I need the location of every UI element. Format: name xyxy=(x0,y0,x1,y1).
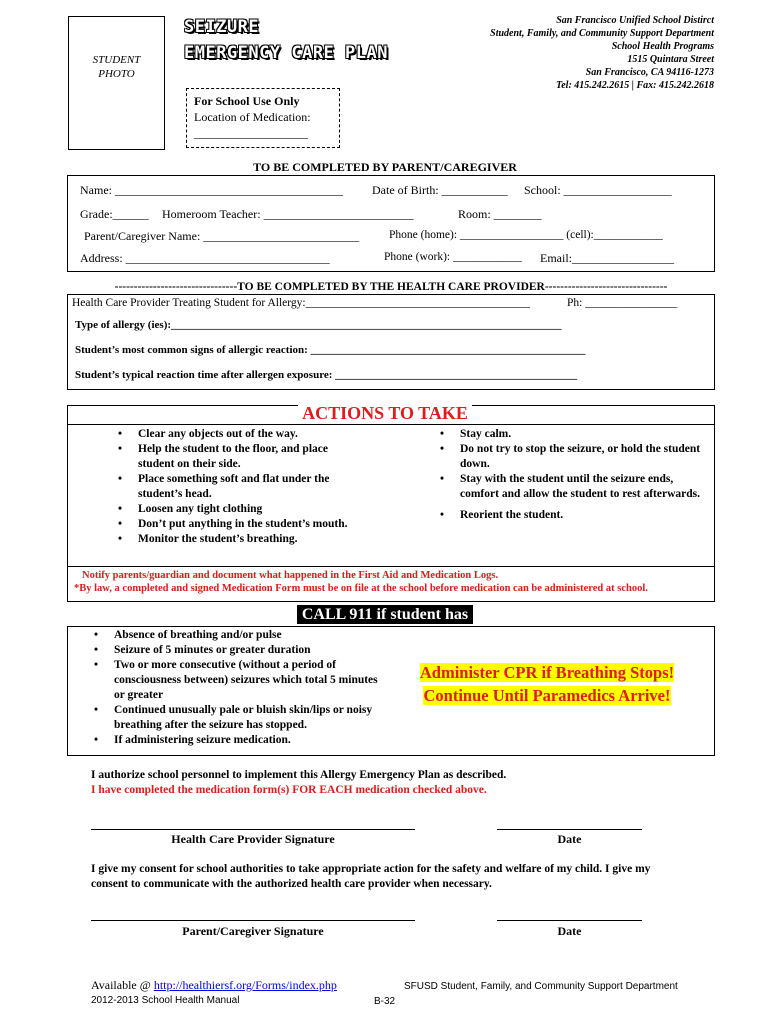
cpr-line-1: Administer CPR if Breathing Stops! xyxy=(419,663,675,682)
district-address xyxy=(490,14,714,92)
actions-heading-wrap xyxy=(0,403,770,424)
address-line: Tel: 415.242.2615 | Fax: 415.242.2618 xyxy=(556,80,714,91)
phone-work-field[interactable]: Phone (work): ____________ xyxy=(384,251,522,263)
available-label: Available @ xyxy=(91,978,151,992)
provider-date-label: Date xyxy=(557,832,582,846)
reaction-time-field[interactable]: Student’s typical reaction time after allergen exposure: ____________________________________________ xyxy=(75,369,578,381)
provider-phone-field[interactable]: Ph: ________________ xyxy=(567,297,678,309)
list-item: • If administering seizure medication. xyxy=(92,733,382,748)
consent-statement: I give my consent for school authorities to take appropriate action for the safety and welfare of my child. I give my consent to communicate with the authorized health care provider when necessary. xyxy=(91,863,651,890)
use-only-title: For School Use Only xyxy=(194,94,300,108)
parent-date-line[interactable] xyxy=(497,920,642,921)
provider-signature-line[interactable] xyxy=(91,829,415,830)
medication-law-note: *By law, a completed and signed Medication Form must be on file at the school before medication can be administered at school. xyxy=(74,583,648,594)
list-item: • Do not try to stop the seizure, or hold the student down. xyxy=(438,442,706,472)
footer-manual: 2012-2013 School Health Manual xyxy=(91,995,240,1006)
list-item: • Seizure of 5 minutes or greater duration xyxy=(92,643,382,658)
homeroom-teacher-field[interactable]: Homeroom Teacher: _________________________ xyxy=(162,207,414,221)
address-line: 1515 Quintara Street xyxy=(627,54,714,65)
school-use-only-box xyxy=(186,88,340,148)
address-line: San Francisco Unified School Distirct xyxy=(556,15,714,26)
cpr-instructions xyxy=(395,661,699,707)
list-item: • Continued unusually pale or bluish skin/lips or noisy breathing after the seizure has stopped. xyxy=(92,703,382,733)
list-item: • Help the student to the floor, and place student on their side. xyxy=(116,442,366,472)
parent-section-heading: TO BE COMPLETED BY PARENT/CAREGIVER xyxy=(253,160,517,174)
allergic-signs-field[interactable]: Student’s most common signs of allergic reaction: __________________________________________________ xyxy=(75,344,586,356)
list-item: • Stay with the student until the seizure ends, comfort and allow the student to rest afterwards. xyxy=(438,472,706,502)
footer-department: SFUSD Student, Family, and Community Support Department xyxy=(404,981,678,992)
room-field[interactable]: Room: ________ xyxy=(458,207,542,221)
actions-heading: ACTIONS TO TAKE xyxy=(298,403,472,423)
list-item: • Absence of breathing and/or pulse xyxy=(92,628,382,643)
actions-left-list xyxy=(116,427,366,547)
allergy-type-field[interactable]: Type of allergy (ies):_______________________________________________________________________ xyxy=(75,319,562,331)
school-field[interactable]: School: __________________ xyxy=(524,183,672,197)
address-line: San Francisco, CA 94116-1273 xyxy=(585,67,714,78)
address-line: Student, Family, and Community Support Department xyxy=(490,28,714,39)
student-name-field[interactable]: Name: ______________________________________ xyxy=(80,183,343,197)
list-item: • Stay calm. xyxy=(438,427,706,442)
provider-section-heading: --------------------------------TO BE COMPLETED BY THE HEALTH CARE PROVIDER-------------------------------- xyxy=(114,281,668,293)
parent-name-field[interactable]: Parent/Caregiver Name: __________________________ xyxy=(84,229,360,243)
parent-date-label: Date xyxy=(557,924,582,938)
provider-signature-label: Health Care Provider Signature xyxy=(171,832,335,846)
actions-divider xyxy=(67,424,715,425)
list-item: • Place something soft and flat under the student’s head. xyxy=(116,472,366,502)
actions-notify-divider xyxy=(67,566,715,567)
list-item: • Reorient the student. xyxy=(438,508,706,523)
list-item: • Monitor the student’s breathing. xyxy=(116,532,366,547)
grade-label: Grade: xyxy=(80,207,113,221)
provider-name-field[interactable]: Health Care Provider Treating Student for Allergy:_______________________________________ xyxy=(72,297,530,309)
medication-form-statement: I have completed the medication form(s) FOR EACH medication checked above. xyxy=(91,784,487,796)
cpr-line-2: Continue Until Paramedics Arrive! xyxy=(423,686,671,705)
photo-label-1: STUDENT xyxy=(92,54,141,66)
parent-signature-label: Parent/Caregiver Signature xyxy=(182,924,324,938)
forms-link[interactable]: http://healthiersf.org/Forms/index.php xyxy=(153,978,337,992)
list-item: • Two or more consecutive (without a period of consciousness between) seizures which total 5 minutes or greater xyxy=(92,658,382,703)
address-field[interactable]: Address: __________________________________ xyxy=(80,251,330,265)
medication-location-label: Location of Medication: xyxy=(194,110,311,124)
notify-parents-note: Notify parents/guardian and document what happened in the First Aid and Medication Logs. xyxy=(82,570,499,581)
list-item: • Clear any objects out of the way. xyxy=(116,427,366,442)
call911-heading: CALL 911 if student has xyxy=(297,605,473,624)
grade-blank[interactable]: ______ xyxy=(112,207,149,221)
date-of-birth-field[interactable]: Date of Birth: ___________ xyxy=(372,183,508,197)
authorize-statement: I authorize school personnel to implement this Allergy Emergency Plan as described. xyxy=(91,769,507,781)
call911-list xyxy=(92,628,382,748)
footer-available xyxy=(91,978,337,993)
email-field[interactable]: Email:_________________ xyxy=(540,251,674,265)
phone-home-cell-field[interactable]: Phone (home): __________________ (cell):____________ xyxy=(389,229,663,241)
actions-right-list xyxy=(438,427,706,523)
grade-field[interactable] xyxy=(80,207,149,222)
list-item: • Don’t put anything in the student’s mouth. xyxy=(116,517,366,532)
page-number: B-32 xyxy=(374,996,396,1007)
provider-date-line[interactable] xyxy=(497,829,642,830)
title-emergency-care-plan: EMERGENCY CARE PLAN xyxy=(184,43,388,63)
student-photo-box xyxy=(68,16,165,150)
medication-location-field[interactable]: ___________________ xyxy=(194,126,308,140)
photo-label-2: PHOTO xyxy=(98,68,135,80)
title-seizure: SEIZURE xyxy=(184,17,260,37)
call911-heading-wrap xyxy=(0,606,770,624)
parent-signature-line[interactable] xyxy=(91,920,415,921)
address-line: School Health Programs xyxy=(611,41,714,52)
list-item: • Loosen any tight clothing xyxy=(116,502,366,517)
